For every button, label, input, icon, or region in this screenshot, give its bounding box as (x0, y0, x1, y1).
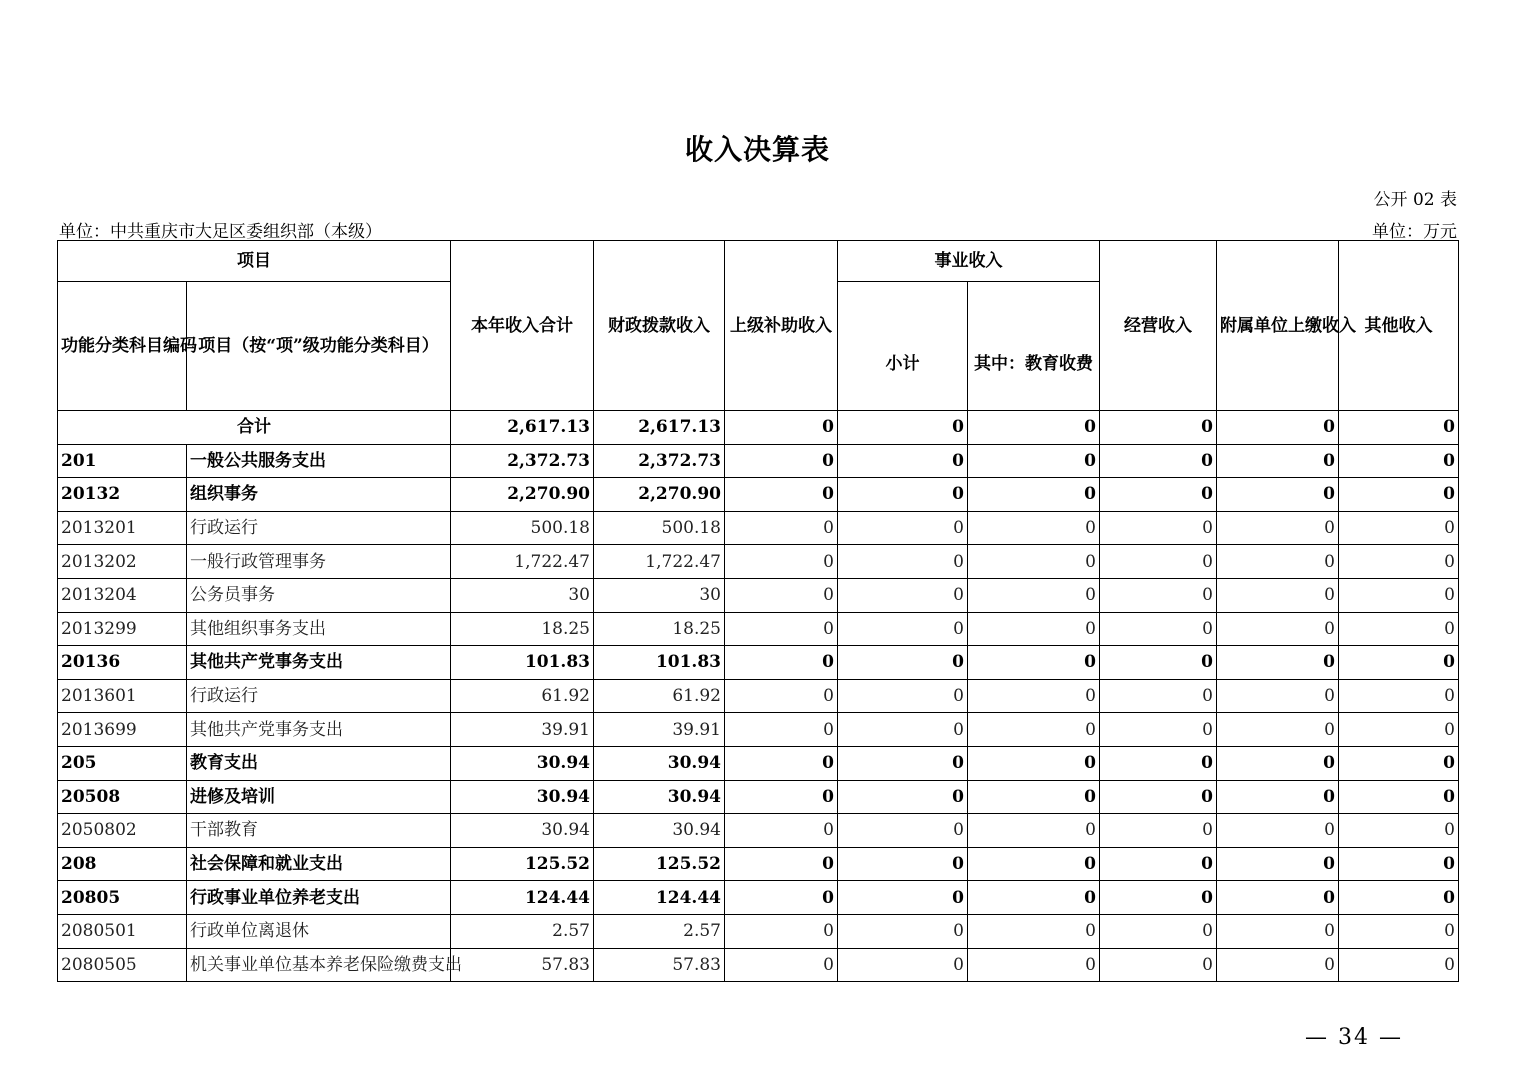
row-value: 0 (838, 780, 968, 814)
row-value: 18.25 (451, 612, 594, 646)
row-code: 201 (58, 444, 187, 478)
header-subtotal: 小计 (838, 282, 968, 411)
row-value: 0 (1339, 646, 1459, 680)
row-name: 一般行政管理事务 (187, 545, 451, 579)
row-value: 0 (1217, 780, 1339, 814)
row-value: 30.94 (451, 746, 594, 780)
header-education: 其中：教育收费 (968, 282, 1100, 411)
row-value: 2,270.90 (451, 478, 594, 512)
page-number: — 34 — (1305, 1025, 1403, 1050)
row-value: 0 (725, 478, 838, 512)
row-name: 其他组织事务支出 (187, 612, 451, 646)
total-cell: 2,617.13 (451, 411, 594, 445)
row-value: 0 (725, 881, 838, 915)
row-value: 39.91 (451, 713, 594, 747)
table-row (58, 948, 1459, 982)
row-value: 0 (968, 478, 1100, 512)
row-value: 30.94 (594, 780, 725, 814)
row-value: 0 (968, 679, 1100, 713)
row-name: 其他共产党事务支出 (187, 713, 451, 747)
total-label: 合计 (58, 411, 451, 445)
row-value: 0 (1217, 478, 1339, 512)
row-value: 30 (594, 578, 725, 612)
row-value: 30 (451, 578, 594, 612)
row-value: 0 (838, 847, 968, 881)
row-value: 0 (1339, 780, 1459, 814)
row-name: 机关事业单位基本养老保险缴费支出 (187, 948, 451, 982)
row-name: 教育支出 (187, 746, 451, 780)
row-value: 0 (1100, 881, 1217, 915)
table-row (58, 646, 1459, 680)
row-name: 行政运行 (187, 511, 451, 545)
row-value: 0 (1217, 713, 1339, 747)
row-value: 500.18 (451, 511, 594, 545)
table-row (58, 713, 1459, 747)
row-value: 0 (838, 646, 968, 680)
row-value: 0 (1339, 881, 1459, 915)
row-value: 0 (838, 444, 968, 478)
row-name: 一般公共服务支出 (187, 444, 451, 478)
row-value: 0 (1100, 478, 1217, 512)
row-value: 0 (838, 545, 968, 579)
row-name: 其他共产党事务支出 (187, 646, 451, 680)
row-code: 20805 (58, 881, 187, 915)
header-total: 本年收入合计 (451, 241, 594, 411)
table-row (58, 612, 1459, 646)
row-value: 0 (1100, 746, 1217, 780)
row-value: 0 (725, 948, 838, 982)
table-row (58, 578, 1459, 612)
row-value: 0 (1100, 646, 1217, 680)
row-code: 20136 (58, 646, 187, 680)
row-value: 0 (838, 746, 968, 780)
row-code: 20132 (58, 478, 187, 512)
row-value: 39.91 (594, 713, 725, 747)
row-value: 1,722.47 (594, 545, 725, 579)
row-value: 1,722.47 (451, 545, 594, 579)
row-value: 0 (968, 948, 1100, 982)
row-value: 2,372.73 (594, 444, 725, 478)
total-cell: 0 (725, 411, 838, 445)
row-value: 0 (1217, 545, 1339, 579)
header-affiliated: 附属单位上缴收入 (1217, 241, 1339, 411)
row-value: 0 (1217, 914, 1339, 948)
table-row (58, 914, 1459, 948)
table-row (58, 511, 1459, 545)
total-cell: 2,617.13 (594, 411, 725, 445)
table-row (58, 847, 1459, 881)
row-value: 30.94 (451, 814, 594, 848)
row-value: 0 (838, 713, 968, 747)
row-value: 0 (968, 746, 1100, 780)
row-value: 0 (1217, 511, 1339, 545)
header-business-group: 事业收入 (838, 241, 1100, 282)
row-name: 进修及培训 (187, 780, 451, 814)
table-row (58, 679, 1459, 713)
row-value: 2,372.73 (451, 444, 594, 478)
currency-unit: 单位：万元 (1372, 222, 1457, 242)
row-value: 2.57 (451, 914, 594, 948)
row-value: 0 (1100, 948, 1217, 982)
row-value: 0 (968, 444, 1100, 478)
row-code: 2080501 (58, 914, 187, 948)
total-cell: 0 (1217, 411, 1339, 445)
row-value: 61.92 (594, 679, 725, 713)
row-value: 57.83 (594, 948, 725, 982)
row-value: 0 (838, 881, 968, 915)
row-value: 0 (1217, 444, 1339, 478)
row-value: 0 (838, 814, 968, 848)
row-value: 0 (1100, 780, 1217, 814)
row-code: 2013699 (58, 713, 187, 747)
header-code: 功能分类科目编码 (58, 282, 187, 411)
row-value: 0 (1217, 948, 1339, 982)
header-item-group: 项目 (58, 241, 451, 282)
row-value: 0 (838, 914, 968, 948)
total-cell: 0 (838, 411, 968, 445)
income-statement-table (57, 240, 1459, 982)
row-value: 0 (968, 511, 1100, 545)
row-value: 0 (725, 612, 838, 646)
row-value: 0 (838, 679, 968, 713)
header-name: 项目（按“项”级功能分类科目） (187, 282, 451, 411)
row-value: 124.44 (451, 881, 594, 915)
row-name: 行政单位离退休 (187, 914, 451, 948)
row-value: 0 (1339, 612, 1459, 646)
row-value: 0 (725, 444, 838, 478)
row-value: 61.92 (451, 679, 594, 713)
row-value: 0 (968, 780, 1100, 814)
row-value: 0 (1100, 444, 1217, 478)
row-value: 0 (1339, 679, 1459, 713)
row-value: 0 (1217, 881, 1339, 915)
row-name: 行政事业单位养老支出 (187, 881, 451, 915)
row-code: 2080505 (58, 948, 187, 982)
row-value: 500.18 (594, 511, 725, 545)
row-value: 0 (1100, 511, 1217, 545)
row-code: 2013601 (58, 679, 187, 713)
row-value: 0 (968, 612, 1100, 646)
row-value: 0 (968, 914, 1100, 948)
row-value: 0 (1100, 847, 1217, 881)
row-value: 0 (838, 578, 968, 612)
row-value: 2,270.90 (594, 478, 725, 512)
row-name: 公务员事务 (187, 578, 451, 612)
row-value: 0 (1339, 847, 1459, 881)
row-value: 0 (968, 713, 1100, 747)
row-value: 0 (1100, 713, 1217, 747)
header-superior: 上级补助收入 (725, 241, 838, 411)
row-value: 0 (838, 511, 968, 545)
table-row (58, 746, 1459, 780)
header-fiscal: 财政拨款收入 (594, 241, 725, 411)
page-title: 收入决算表 (684, 133, 830, 166)
total-row (58, 411, 1459, 445)
header-other: 其他收入 (1339, 241, 1459, 411)
header-operating: 经营收入 (1100, 241, 1217, 411)
reporting-unit: 单位：中共重庆市大足区委组织部（本级） (59, 222, 382, 242)
total-cell: 0 (1100, 411, 1217, 445)
row-value: 0 (1339, 478, 1459, 512)
row-value: 0 (968, 578, 1100, 612)
row-value: 0 (968, 646, 1100, 680)
row-value: 0 (725, 679, 838, 713)
row-value: 0 (1217, 847, 1339, 881)
row-value: 0 (1100, 914, 1217, 948)
row-value: 0 (725, 545, 838, 579)
row-value: 2.57 (594, 914, 725, 948)
row-value: 101.83 (594, 646, 725, 680)
row-value: 0 (968, 847, 1100, 881)
row-value: 0 (725, 646, 838, 680)
row-value: 125.52 (594, 847, 725, 881)
row-code: 2013204 (58, 578, 187, 612)
row-code: 2013201 (58, 511, 187, 545)
row-value: 0 (1339, 713, 1459, 747)
total-cell: 0 (1339, 411, 1459, 445)
row-value: 0 (1100, 578, 1217, 612)
row-code: 208 (58, 847, 187, 881)
row-value: 0 (1100, 545, 1217, 579)
table-row (58, 814, 1459, 848)
row-name: 行政运行 (187, 679, 451, 713)
row-value: 0 (1100, 612, 1217, 646)
row-value: 30.94 (594, 814, 725, 848)
table-row (58, 444, 1459, 478)
row-value: 57.83 (451, 948, 594, 982)
row-value: 0 (725, 914, 838, 948)
row-value: 0 (968, 545, 1100, 579)
row-value: 101.83 (451, 646, 594, 680)
row-code: 205 (58, 746, 187, 780)
row-value: 124.44 (594, 881, 725, 915)
row-code: 2013299 (58, 612, 187, 646)
row-value: 0 (1217, 578, 1339, 612)
table-row (58, 545, 1459, 579)
table-row (58, 478, 1459, 512)
total-cell: 0 (968, 411, 1100, 445)
table-row (58, 780, 1459, 814)
row-value: 30.94 (451, 780, 594, 814)
row-value: 0 (1217, 612, 1339, 646)
row-value: 0 (1339, 578, 1459, 612)
row-value: 0 (1217, 646, 1339, 680)
row-value: 0 (1339, 814, 1459, 848)
row-value: 0 (1339, 746, 1459, 780)
row-value: 0 (725, 578, 838, 612)
row-value: 0 (1217, 814, 1339, 848)
row-code: 2050802 (58, 814, 187, 848)
row-value: 0 (725, 713, 838, 747)
row-value: 0 (1100, 679, 1217, 713)
row-value: 0 (968, 814, 1100, 848)
row-value: 0 (725, 814, 838, 848)
row-value: 0 (725, 511, 838, 545)
row-code: 2013202 (58, 545, 187, 579)
row-value: 0 (968, 881, 1100, 915)
row-name: 组织事务 (187, 478, 451, 512)
row-value: 125.52 (451, 847, 594, 881)
row-value: 0 (838, 948, 968, 982)
row-value: 0 (838, 612, 968, 646)
form-number: 公开 02 表 (1373, 190, 1457, 210)
row-value: 0 (725, 847, 838, 881)
row-value: 30.94 (594, 746, 725, 780)
row-value: 0 (1339, 444, 1459, 478)
row-value: 0 (1100, 814, 1217, 848)
row-value: 0 (1339, 948, 1459, 982)
row-code: 20508 (58, 780, 187, 814)
table-row (58, 881, 1459, 915)
row-value: 0 (1217, 746, 1339, 780)
row-value: 0 (838, 478, 968, 512)
row-value: 0 (725, 746, 838, 780)
row-value: 18.25 (594, 612, 725, 646)
row-name: 干部教育 (187, 814, 451, 848)
row-value: 0 (1339, 545, 1459, 579)
row-value: 0 (1217, 679, 1339, 713)
row-value: 0 (1339, 511, 1459, 545)
row-name: 社会保障和就业支出 (187, 847, 451, 881)
row-value: 0 (1339, 914, 1459, 948)
row-value: 0 (725, 780, 838, 814)
